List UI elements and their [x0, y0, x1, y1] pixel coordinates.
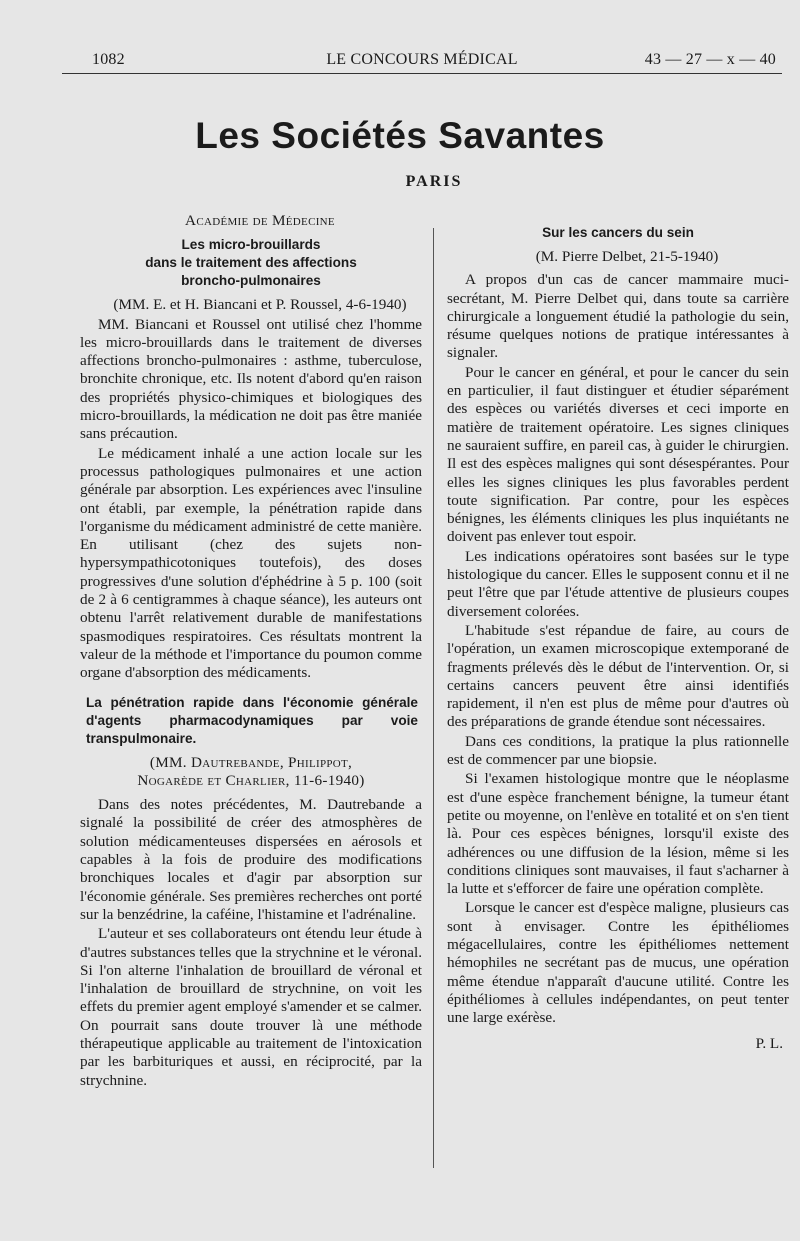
article2-authors — [80, 754, 422, 791]
article1-title-line: dans le traitement des affections — [145, 255, 357, 271]
article3-title: Sur les cancers du sein — [542, 225, 694, 240]
article3-paragraph: A propos d'un cas de cancer mammaire muci-secrétant, M. Pierre Delbet qui, dans toute sa carrière chirurgicale a longuement étudié la pathologie du sein, résume quelques notions de pratique intéressantes à signaler. — [447, 271, 789, 362]
article1-paragraph: MM. Biancani et Roussel ont utilisé chez l'homme les micro-brouillards dans le traitement de diverses affections broncho-pulmonaires : asthme, tuberculose, bronchite chronique, etc. Ils notent d'abord qu'en raison des propriétés physico-chimiques et biologiques des micro-brouillards, la médication ne doit pas être maniée sans précaution. — [80, 315, 422, 443]
article1-title-line: broncho-pulmonaires — [181, 273, 321, 289]
article3-paragraph: Les indications opératoires sont basées sur le type histologique du cancer. Elles le supposent connu et il ne peut l'être que par l'étude attentive de plusieurs coupes diversement colorées. — [447, 547, 789, 620]
article3-paragraph: Dans ces conditions, la pratique la plus rationnelle est de commencer par une biopsie. — [447, 732, 789, 769]
academy-heading: Académie de Médecine — [185, 212, 335, 229]
left-column — [80, 212, 422, 1091]
page-title: Les Sociétés Savantes — [195, 115, 605, 156]
right-column — [447, 218, 789, 1054]
section-city: PARIS — [405, 173, 463, 190]
article3-authors: (M. Pierre Delbet, 21-5-1940) — [535, 248, 719, 265]
article2-authors-line: (MM. Dautrebande, Philippot, — [149, 753, 353, 771]
article3-paragraph: Si l'examen histologique montre que le néoplasme est d'une espèce franchement bénigne, la tumeur étant petite ou moyenne, on l'enlève en totalité et on s'en tient là. Pour ces espèces bénignes, lorsqu'il existe des adhérences ou une diffusion de la lésion, même si les conditions cliniques sont mauvaises, il faut s'acharner à la lutte et s'efforcer de faire une opération complète. — [447, 770, 789, 898]
journal-title: LE CONCOURS MÉDICAL — [326, 51, 518, 68]
article2-paragraph: L'auteur et ses collaborateurs ont étendu leur étude à d'autres substances telles que la strychnine et le véronal. Si l'on alterne l'inhalation de brouillard de véronal et l'inhalation de brouillard de strychnine, on voit les effets du premier agent employé s'amender et se calmer. On pourrait sans doute trouver là une méthode thérapeutique applicable au traitement de l'intoxication par les barbituriques et aussi, en réciprocité, par la strychnine. — [80, 925, 422, 1089]
header-rule — [62, 73, 782, 74]
signature: P. L. — [755, 1035, 783, 1053]
article2-title: La pénétration rapide dans l'économie générale d'agents pharmacodynamiques par voie transpulmonaire. — [86, 694, 418, 746]
article3-paragraph: Pour le cancer en général, et pour le cancer du sein en particulier, il faut distinguer et étudier séparément des espèces ou variétés diverses et ceci importe en matière de traitement opératoire. Les signes cliniques ne sauraient suffire, en pareil cas, à guider le chirurgien. Il est des espèces malignes qui sont désespérantes. Pour elles les signes cliniques les plus favorables perdent toute signification. Par contre, pour les espèces bénignes, les éléments cliniques les plus inquiétants ne doivent pas enlever tout espoir. — [447, 363, 789, 546]
article2-paragraph: Dans des notes précédentes, M. Dautrebande a signalé la possibilité de créer des atmosphères de solution médicamenteuses dispersées en aérosols et capables à la fois de produire des modifications bronchiques locales et d'agir par absorption sur l'économie générale. Ses premières recherches ont porté sur la benzédrine, la caféine, l'histamine et l'adrénaline. — [80, 796, 422, 923]
article3-paragraph: Lorsque le cancer est d'espèce maligne, plusieurs cas sont à envisager. Contre les épithéliomes mégacellulaires, contre les épithéliomes nettement hémophiles ne secrétant pas de mucus, une opération même étendue n'apparaît d'aucune utilité. Contre les épithéliomes à cellules indépendantes, on peut tenter une large exérèse. — [447, 899, 789, 1027]
article1-title-line: Les micro-brouillards — [181, 237, 321, 253]
article2-authors-line: Nogarède et Charlier, 11-6-1940) — [137, 771, 365, 789]
article1-title — [80, 236, 422, 290]
column-divider — [433, 228, 434, 1168]
running-header — [62, 51, 782, 73]
article1-paragraph: Le médicament inhalé a une action locale sur les processus pathologiques pulmonaires et une action générale par absorption. Les expériences avec l'insuline ont établi, par exemple, la pénétration rapide dans l'organisme du médicament administré de cette manière. En utilisant (chez des sujets non-hypersympathicotoniques toutefois), des doses progressives d'une solution d'éphédrine à 5 p. 100 (soit de 2 à 6 centigrammes à chaque séance), les auteurs ont obtenu l'arrêt relativement durable de manifestations spasmodiques respiratoires. Ces résultats montrent la valeur de la méthode et l'importance du poumon comme organe d'absorption des médicaments. — [80, 444, 422, 682]
page-number: 1082 — [92, 51, 125, 68]
issue-date: 43 — 27 — x — 40 — [644, 51, 776, 68]
article1-authors: (MM. E. et H. Biancani et P. Roussel, 4-6-1940) — [113, 296, 407, 314]
article3-paragraph: L'habitude s'est répandue de faire, au cours de l'opération, un examen microscopique extemporané de fragments prélevés dès le début de l'intervention. Or, si certains cancers peuvent être ainsi identifiés rapidement, il n'en est plus de même pour d'autres où des préparations de grande étendue sont nécessaires. — [447, 621, 789, 731]
